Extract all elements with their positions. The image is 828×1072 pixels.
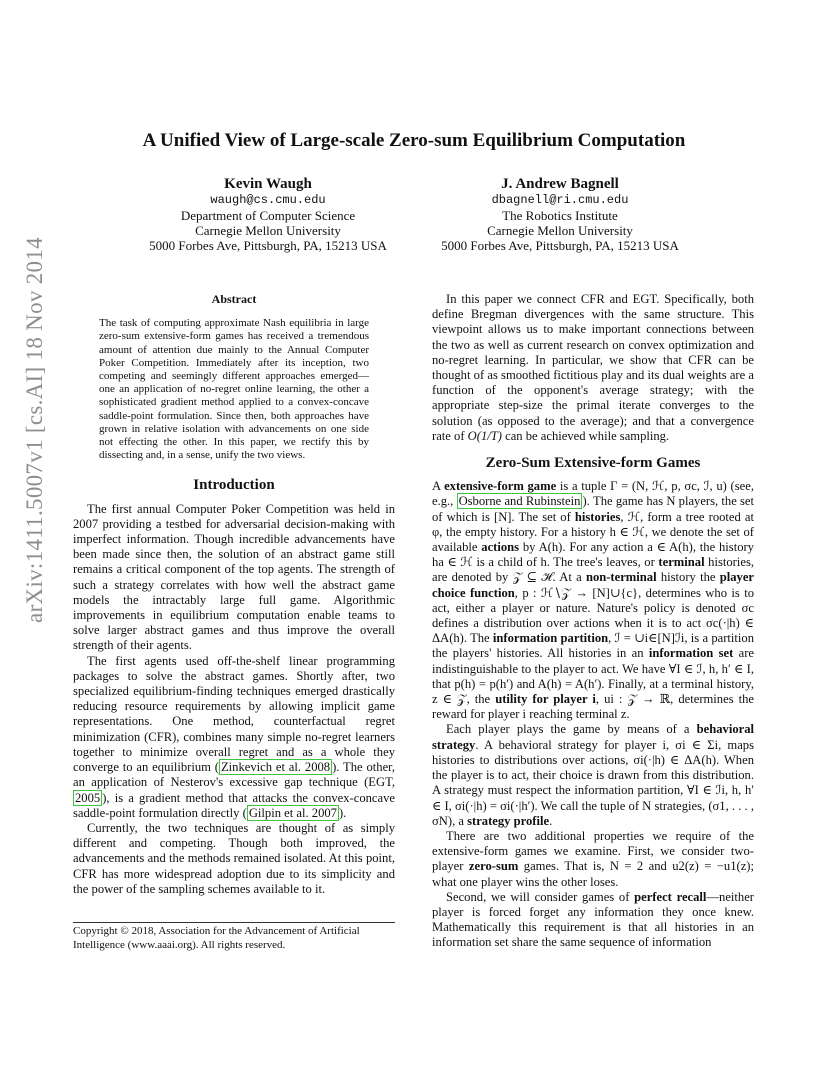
abstract-body xyxy=(99,317,369,462)
intro-paragraph-4: In this paper we connect CFR and EGT. Specifically, both define Bregman divergences with the same structure. This viewpoint allows us to make important connections between the two as well as current research on convex optimization and no-regret learning. In particular, we show that CFR can be thought of as smoothed fictitious play and its dual weights are a function of the opponent's average strategy; with the appropriate step-size the primal iterate converges to the solution (as opposed to the average); and that a convergence rate of O(1/T) can be achieved while sampling. xyxy=(432,292,754,443)
left-column xyxy=(73,292,395,897)
author-address: 5000 Forbes Ave, Pittsburgh, PA, 15213 USA xyxy=(441,238,679,253)
behavioral-strategy-paragraph: Each player plays the game by means of a behavioral strategy. A behavioral strategy for player i, σi ∈ Σi, maps histories to distributions over actions, σi(·|h) ∈ ΔA(h). When the player is to act, their choice is drawn from this distribution. A strategy must respect the information partition, ∀I ∈ ℐi, h, h′ ∈ I, σi(·|h) = σi(·|h′). We call the tuple of N strategies, (σ1, . . . , σN), a strategy profile. xyxy=(432,722,754,828)
author-email: dbagnell@ri.cmu.edu xyxy=(491,193,629,207)
citation-link[interactable]: Gilpin et al. 2007 xyxy=(248,805,337,820)
abstract-text: The task of computing approximate Nash equilibria in large zero-sum extensive-form games has received a tremendous amount of attention due mainly to the Annual Computer Poker Competition. Immediately after its inception, two competing and seemingly different approaches emerged—one an application of no-regret online learning, the other a sophisticated gradient method applied to a convex-concave saddle-point formulation. Since then, both approaches have grown in relative isolation with advancements on one side not effecting the other. In this paper, we rectify this by dissecting and, in a sense, unify the two views. xyxy=(99,317,369,462)
author-university: Carnegie Mellon University xyxy=(487,223,633,238)
arxiv-identifier: arXiv:1411.5007v1 [cs.AI] 18 Nov 2014 xyxy=(22,237,47,623)
author-email: waugh@cs.cmu.edu xyxy=(210,193,326,207)
author-address: 5000 Forbes Ave, Pittsburgh, PA, 15213 USA xyxy=(149,238,387,253)
section-heading-zero-sum: Zero-Sum Extensive-form Games xyxy=(485,455,701,472)
introduction-heading: Introduction xyxy=(193,477,275,494)
intro-paragraph-1: The first annual Computer Poker Competition was held in 2007 providing a testbed for adversarial decision-making with imperfect information. Though incredible advancements have been made since then, the solution of an abstract game still remains a critical component of the top agents. The strength of such a strategy correlates with how well the abstract game models the intractably large full game. Algorithmic improvements in equilibrium computation enable teams to solve larger abstract games and thus improve the overall strength of their agents. xyxy=(73,501,395,653)
intro-paragraph-2: The first agents used off-the-shelf linear programming packages to solve the abstract games. Shortly after, two specialized equilibrium-finding techniques emerged drastically reducing resource requirements by allowing implicit game representations. One method, counterfactual regret minimization (CFR), combines many simple no-regret learners together to minimize overall regret and as a whole they converge to an equilibrium ( Zinkevich et al. 2008 ). The other, an application of Nesterov's excessive gap technique (EGT, 2005 ), is a gradient method that attacks the convex-concave saddle-point formulation directly ( Gilpin et al. 2007 ). xyxy=(73,653,396,820)
zero-sum-paragraph: There are two additional properties we require of the extensive-form games we examine. First, we consider two-player zero-sum games. That is, N = 2 and u2(z) = −u1(z); what one player wins the other loses. xyxy=(432,828,754,889)
abstract-heading: Abstract xyxy=(211,292,257,306)
author-block-2 xyxy=(395,176,725,253)
author-name: J. Andrew Bagnell xyxy=(501,176,619,192)
citation-link[interactable]: Osborne and Rubinstein xyxy=(458,494,581,509)
right-column xyxy=(432,292,754,951)
author-university: Carnegie Mellon University xyxy=(195,223,341,238)
author-name: Kevin Waugh xyxy=(224,176,312,192)
copyright-footnote: Copyright © 2018, Association for the Advancement of Artificial Intelligence (www.aaai.org). All rights reserved. xyxy=(73,922,395,952)
intro-paragraph-3: Currently, the two techniques are thought of as simply different and competing. Though both improved, the advancements and the methods remained isolated. At this point, CFR has more widespread adoption due to its simplicity and the power of the sampling schemes available to it. xyxy=(73,820,395,896)
efg-definition-paragraph: A extensive-form game is a tuple Γ = (N, ℋ, p, σc, ℐ, u) (see, e.g., Osborne and Rubinstein ). The game has N players, the set of which is [N]. The set of histories, ℋ, form a tree rooted at φ, the empty history. For a history h ∈ ℋ, we denote the set of available actions by A(h). For any action a ∈ A(h), the history ha ∈ ℋ is a child of h. The tree's leaves, or terminal histories, are denoted by 𝒵 ⊆ ℋ. At a non-terminal history the player choice function, p : ℋ∖𝒵 → [N]∪{c}, determines who is to act, either a player or nature. Nature's policy is denoted σc defines a distribution over actions when it is to act σc(·|h) ∈ ΔA(h). The information partition, ℐ = ∪i∈[N]ℐi, is a partition the players' histories. All histories in an information set are indistinguishable to the player to act. We have ∀I ∈ ℐ, h, h′ ∈ I, that p(h) = p(h′) and A(h) = A(h′). Finally, at a terminal history, z ∈ 𝒵, the utility for player i, ui : 𝒵 → ℝ, determines the reward for player i reaching terminal z. xyxy=(432,479,755,722)
citation-link[interactable]: 2005 xyxy=(75,790,101,805)
author-department: The Robotics Institute xyxy=(502,208,618,223)
author-block-1 xyxy=(103,176,433,253)
citation-link[interactable]: Zinkevich et al. 2008 xyxy=(220,760,331,775)
perfect-recall-paragraph: Second, we will consider games of perfect recall—neither player is forced forget any information they once knew. Mathematically this requirement is that all histories in an information set share the same sequence of information xyxy=(432,889,754,950)
author-department: Department of Computer Science xyxy=(180,208,356,223)
paper-title: A Unified View of Large-scale Zero-sum Equilibrium Computation xyxy=(142,130,686,151)
